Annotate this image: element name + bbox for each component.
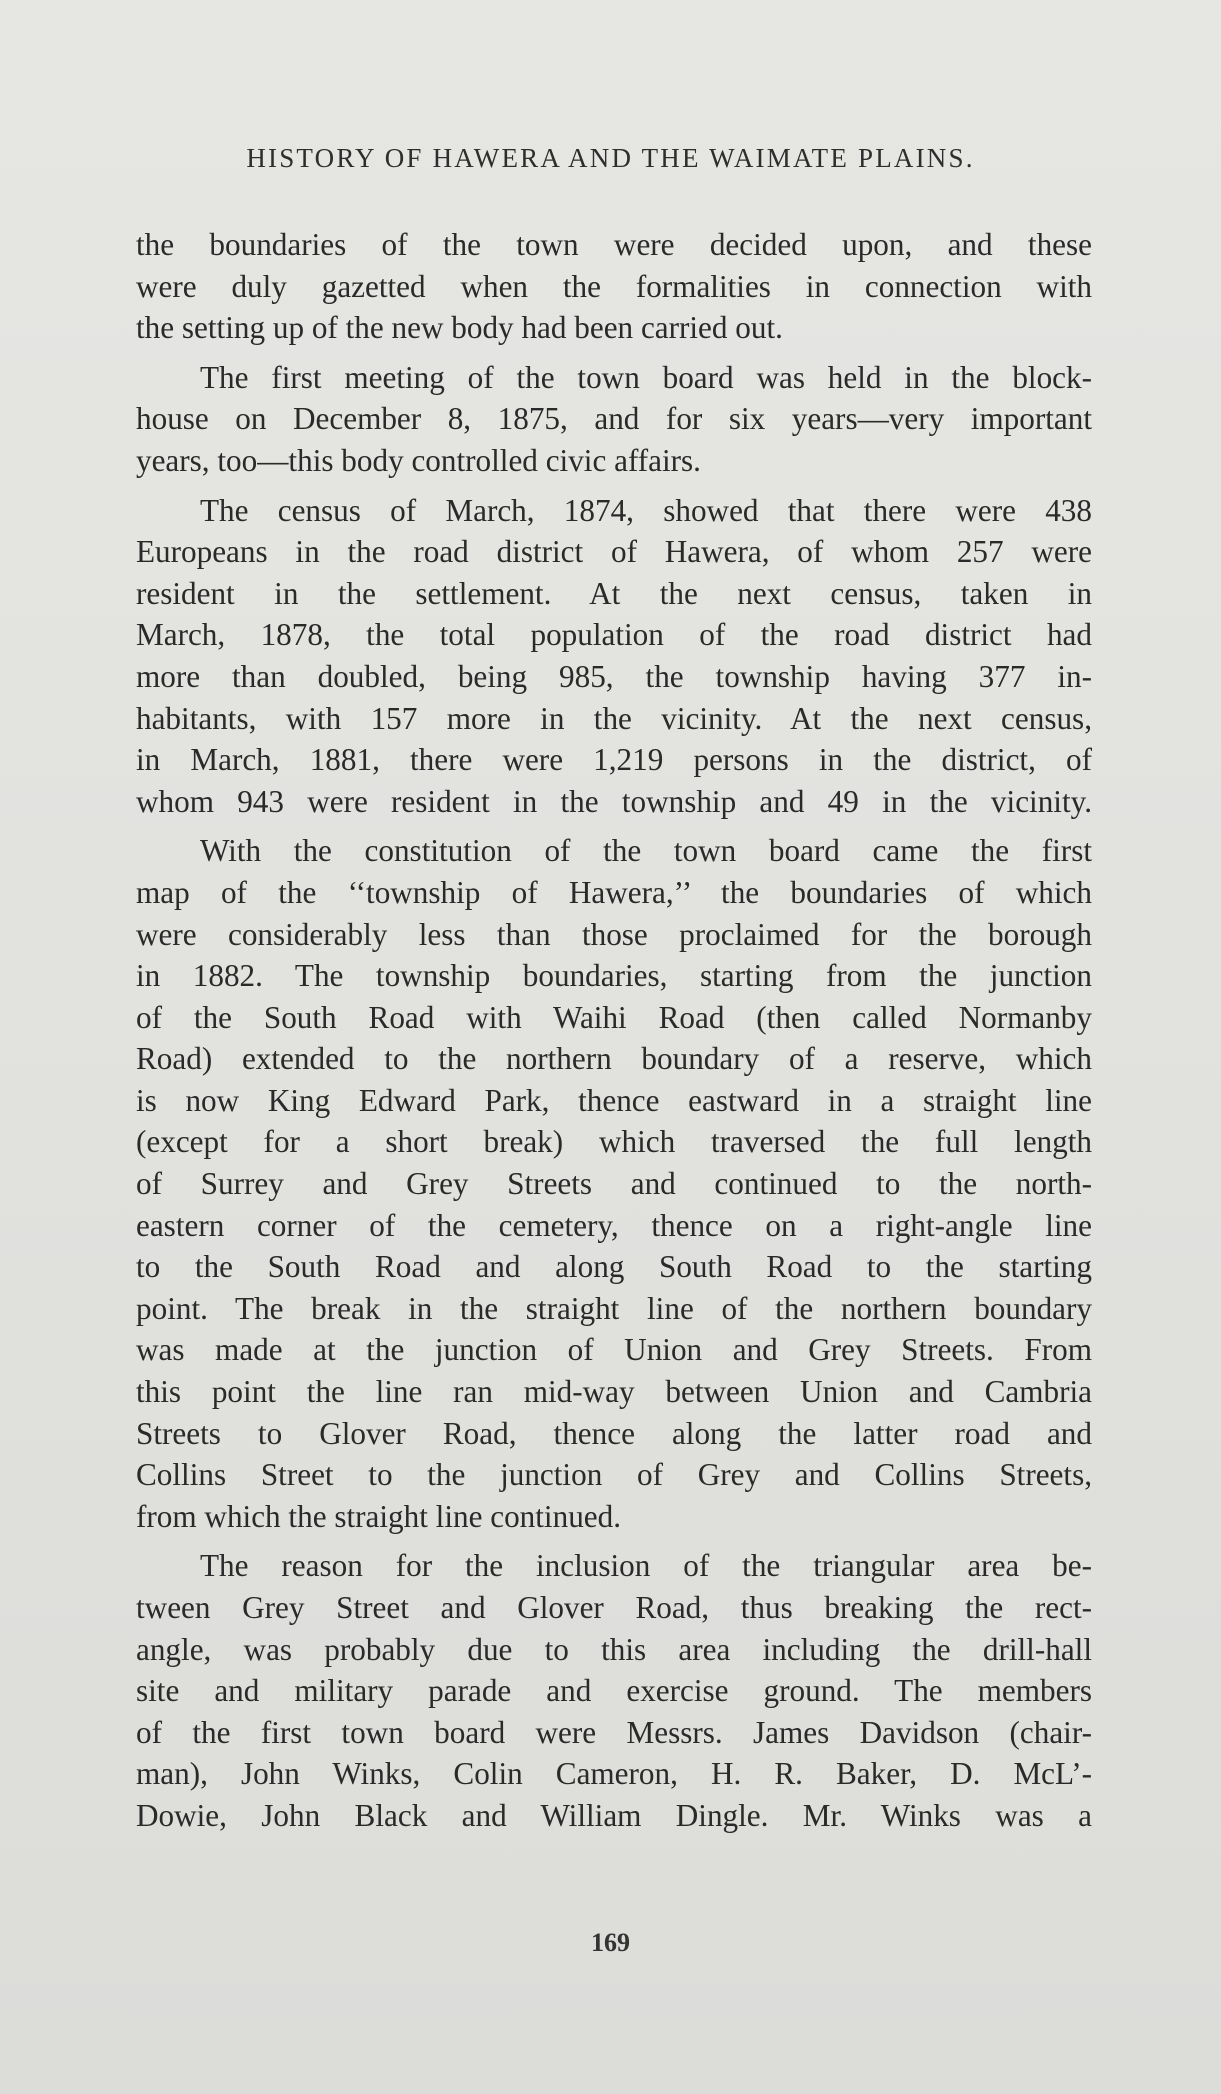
text-line: were duly gazetted when the formalities in connection with — [136, 268, 1092, 304]
text-line: The first meeting of the town board was held in the block- — [200, 359, 1092, 395]
text-line: whom 943 were resident in the township and 49 in the vicinity. — [136, 783, 1092, 819]
text-line: habitants, with 157 more in the vicinity. At the next census, — [136, 700, 1092, 736]
text-line: the setting up of the new body had been carried out. — [136, 310, 783, 346]
body-text — [136, 224, 1092, 1845]
text-line: were considerably less than those proclaimed for the borough — [136, 916, 1092, 952]
text-line: Collins Street to the junction of Grey and Collins Streets, — [136, 1457, 1092, 1493]
text-line: The reason for the inclusion of the triangular area be- — [200, 1548, 1092, 1584]
text-line: Europeans in the road district of Hawera, of whom 257 were — [136, 534, 1092, 570]
text-line: in March, 1881, there were 1,219 persons in the district, of — [136, 742, 1092, 778]
text-line: of Surrey and Grey Streets and continued to the north- — [136, 1166, 1092, 1202]
text-line: of the first town board were Messrs. James Davidson (chair- — [136, 1714, 1092, 1750]
running-head: HISTORY OF HAWERA AND THE WAIMATE PLAINS. — [246, 143, 975, 173]
text-line: Road) extended to the northern boundary of a reserve, which — [136, 1041, 1092, 1077]
text-line: point. The break in the straight line of the northern boundary — [136, 1290, 1092, 1326]
text-line: (except for a short break) which traversed the full length — [136, 1124, 1092, 1160]
text-line: tween Grey Street and Glover Road, thus breaking the rect- — [136, 1590, 1092, 1625]
text-line: house on December 8, 1875, and for six years—very important — [136, 401, 1092, 437]
text-line: this point the line ran mid-way between Union and Cambria — [136, 1374, 1092, 1410]
text-line: the boundaries of the town were decided upon, and these — [136, 227, 1092, 262]
text-line: eastern corner of the cemetery, thence on a right-angle line — [136, 1207, 1092, 1243]
paragraph-1 — [136, 224, 1092, 349]
text-line: Dowie, John Black and William Dingle. Mr. Winks was a — [136, 1797, 1092, 1833]
text-line: Streets to Glover Road, thence along the latter road and — [136, 1415, 1092, 1451]
text-line: March, 1878, the total population of the road district had — [136, 617, 1092, 653]
text-line: resident in the settlement. At the next census, taken in — [136, 575, 1092, 611]
text-line: of the South Road with Waihi Road (then called Normanby — [136, 999, 1092, 1035]
paragraph-5 — [136, 1545, 1092, 1836]
text-line: map of the ‘‘township of Hawera,’’ the boundaries of which — [136, 874, 1092, 910]
text-line: angle, was probably due to this area including the drill-hall — [136, 1631, 1092, 1667]
text-line: years, too—this body controlled civic affairs. — [136, 442, 701, 478]
text-line: more than doubled, being 985, the township having 377 in- — [136, 658, 1092, 694]
text-line: man), John Winks, Colin Cameron, H. R. Baker, D. McL’- — [136, 1756, 1092, 1792]
text-line: to the South Road and along South Road to the starting — [136, 1249, 1092, 1285]
text-line: from which the straight line continued. — [136, 1498, 622, 1534]
text-line: site and military parade and exercise ground. The members — [136, 1673, 1092, 1709]
text-line: in 1882. The township boundaries, starting from the junction — [136, 958, 1092, 994]
text-line: With the constitution of the town board came the first — [200, 833, 1092, 869]
paragraph-3 — [136, 490, 1092, 823]
paragraph-2 — [136, 357, 1092, 482]
paragraph-4 — [136, 830, 1092, 1537]
text-line: was made at the junction of Union and Grey Streets. From — [136, 1332, 1092, 1368]
text-line: The census of March, 1874, showed that there were 438 — [200, 492, 1092, 528]
text-line: is now King Edward Park, thence eastward in a straight line — [136, 1082, 1092, 1118]
page-number: 169 — [591, 1928, 630, 1957]
